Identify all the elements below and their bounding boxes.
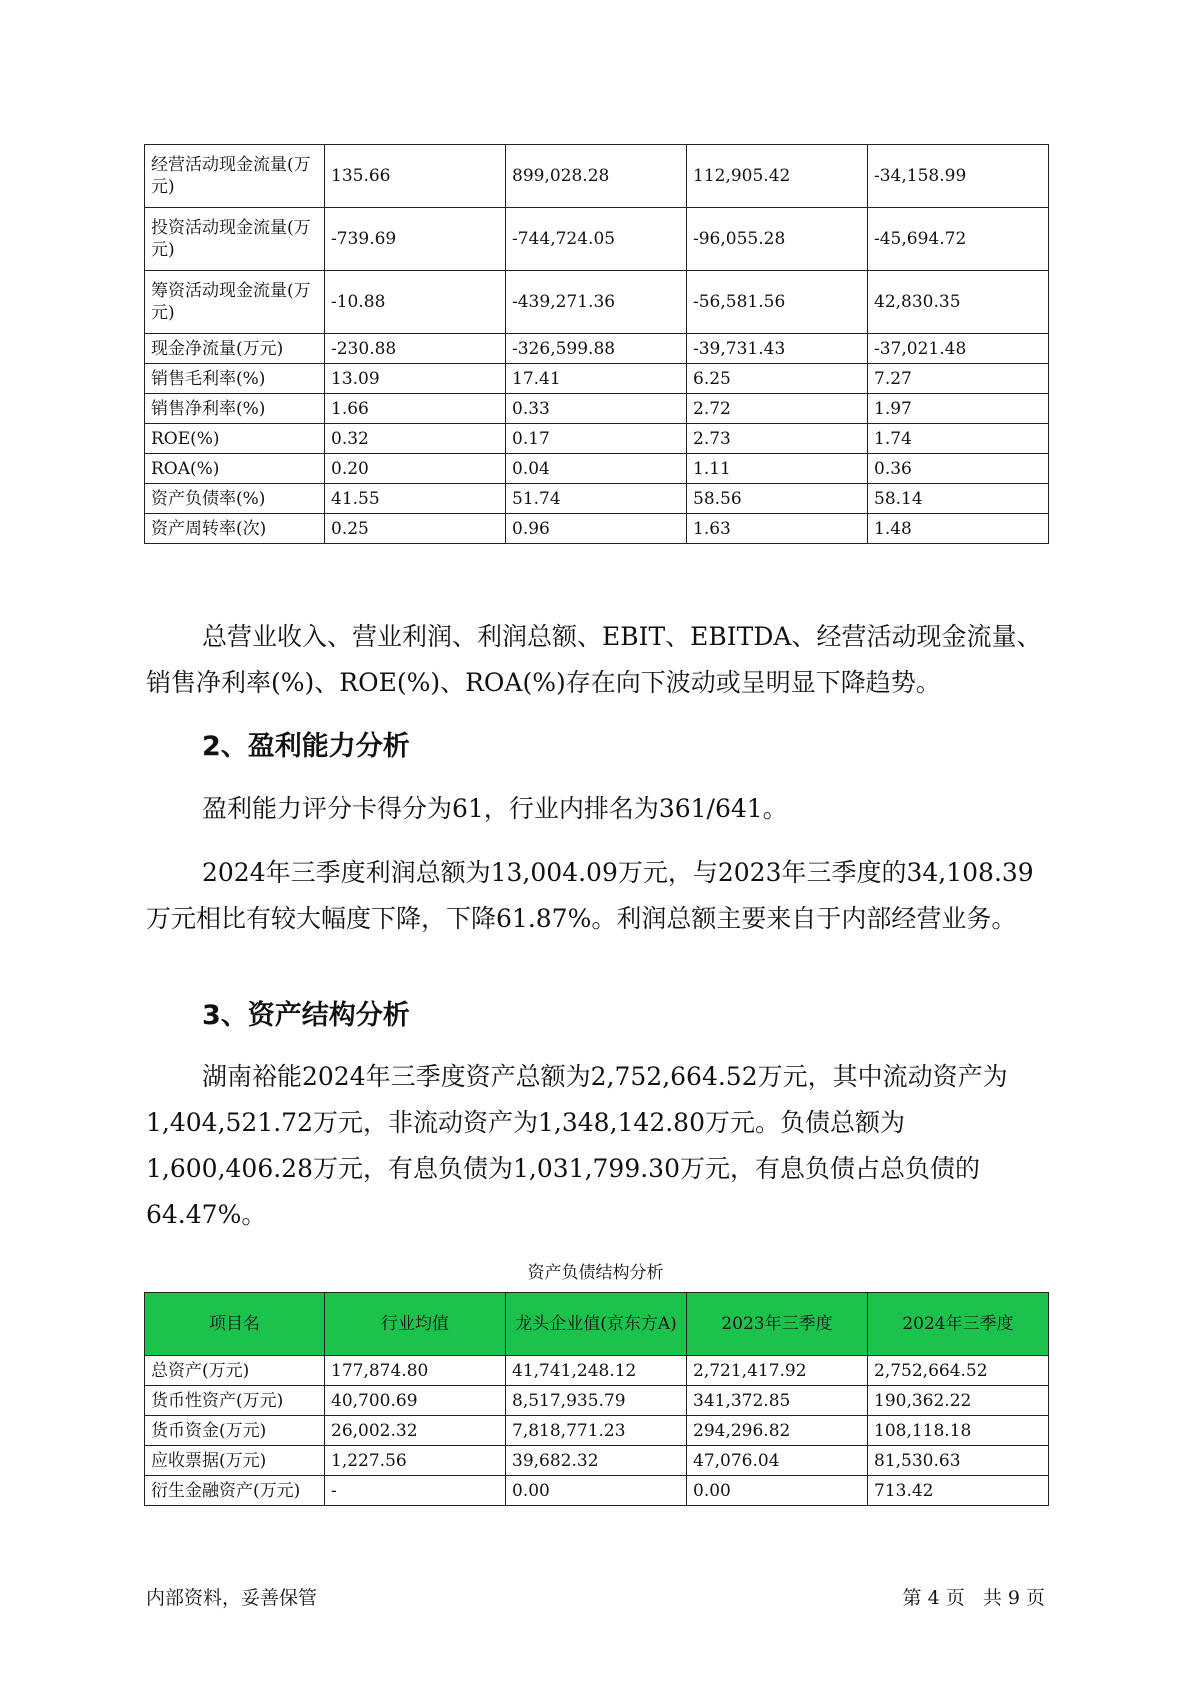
trend-paragraph: 总营业收入、营业利润、利润总额、EBIT、EBITDA、经营活动现金流量、销售净利率(%)、ROE(%)、ROA(%)存在向下波动或呈明显下降趋势。 [146,622,1042,697]
cell-value: 0.17 [506,424,687,454]
cell-value: 0.32 [325,424,506,454]
row-label: 投资活动现金流量(万元) [145,208,325,271]
cell-value: -96,055.28 [687,208,868,271]
footer-confidential-note: 内部资料，妥善保管 [146,1587,318,1609]
table-row [145,514,1049,544]
cell-value: 1.11 [687,454,868,484]
section-heading-profitability: 2、盈利能力分析 [202,731,410,762]
cell-value: 2.73 [687,424,868,454]
cell-value: 2,752,664.52 [868,1356,1049,1386]
column-header: 2024年三季度 [868,1293,1049,1356]
row-label: 销售净利率(%) [145,394,325,424]
cell-value: 1.97 [868,394,1049,424]
cell-value: 0.00 [506,1476,687,1506]
row-label: 货币性资产(万元) [145,1386,325,1416]
cell-value: 39,682.32 [506,1446,687,1476]
cell-value: 1.63 [687,514,868,544]
cell-value: 7.27 [868,364,1049,394]
cell-value: -45,694.72 [868,208,1049,271]
cell-value: -39,731.43 [687,334,868,364]
cell-value: 108,118.18 [868,1416,1049,1446]
table-row [145,145,1049,208]
row-label: 总资产(万元) [145,1356,325,1386]
row-label: 现金净流量(万元) [145,334,325,364]
cell-value: 1,227.56 [325,1446,506,1476]
cell-value: - [325,1476,506,1506]
table-row [145,364,1049,394]
cell-value: 341,372.85 [687,1386,868,1416]
row-label: 销售毛利率(%) [145,364,325,394]
table-row [145,454,1049,484]
cell-value: 58.14 [868,484,1049,514]
cell-value: -37,021.48 [868,334,1049,364]
cell-value: 294,296.82 [687,1416,868,1446]
cell-value: 2,721,417.92 [687,1356,868,1386]
cell-value: 42,830.35 [868,271,1049,334]
cell-value: 112,905.42 [687,145,868,208]
row-label: 资产负债率(%) [145,484,325,514]
table-row [145,334,1049,364]
cell-value: 51.74 [506,484,687,514]
cell-value: 40,700.69 [325,1386,506,1416]
cell-value: 190,362.22 [868,1386,1049,1416]
profit-total-paragraph: 2024年三季度利润总额为13,004.09万元，与2023年三季度的34,108.39万元相比有较大幅度下降，下降61.87%。利润总额主要来自于内部经营业务。 [146,858,1034,933]
column-header: 龙头企业值(京东方A) [506,1293,687,1356]
row-label: 经营活动现金流量(万元) [145,145,325,208]
cell-value: -34,158.99 [868,145,1049,208]
cell-value: 41.55 [325,484,506,514]
row-label: 资产周转率(次) [145,514,325,544]
cell-value: 0.20 [325,454,506,484]
table-row [145,1476,1049,1506]
cell-value: 1.48 [868,514,1049,544]
table-header-row [145,1293,1049,1356]
cell-value: 0.96 [506,514,687,544]
row-label: 货币资金(万元) [145,1416,325,1446]
cell-value: 7,818,771.23 [506,1416,687,1446]
cell-value: 899,028.28 [506,145,687,208]
table-caption: 资产负债结构分析 [527,1263,664,1283]
table-row [145,1386,1049,1416]
financial-indicators-table [144,144,1049,544]
row-label: 应收票据(万元) [145,1446,325,1476]
cell-value: 58.56 [687,484,868,514]
row-label: 衍生金融资产(万元) [145,1476,325,1506]
column-header: 行业均值 [325,1293,506,1356]
footer-page-number: 第 4 页 共 9 页 [902,1587,1045,1609]
cell-value: -739.69 [325,208,506,271]
section-heading-asset-structure: 3、资产结构分析 [202,1000,410,1031]
cell-value: 13.09 [325,364,506,394]
table-row [145,394,1049,424]
cell-value: -56,581.56 [687,271,868,334]
cell-value: 17.41 [506,364,687,394]
cell-value: 47,076.04 [687,1446,868,1476]
row-label: 筹资活动现金流量(万元) [145,271,325,334]
cell-value: 0.04 [506,454,687,484]
cell-value: 135.66 [325,145,506,208]
cell-value: 0.33 [506,394,687,424]
cell-value: -230.88 [325,334,506,364]
cell-value: -744,724.05 [506,208,687,271]
cell-value: 1.66 [325,394,506,424]
cell-value: 0.36 [868,454,1049,484]
asset-structure-paragraph: 湖南裕能2024年三季度资产总额为2,752,664.52万元，其中流动资产为1,404,521.72万元，非流动资产为1,348,142.80万元。负债总额为1,600,406.28万元，有息负债为1,031,799.30万元，有息负债占总负债的64.47%。 [146,1062,1008,1229]
cell-value: -10.88 [325,271,506,334]
table-row [145,271,1049,334]
cell-value: 0.00 [687,1476,868,1506]
balance-structure-table [144,1292,1049,1506]
cell-value: 41,741,248.12 [506,1356,687,1386]
cell-value: 81,530.63 [868,1446,1049,1476]
profitability-score-paragraph: 盈利能力评分卡得分为61，行业内排名为361/641。 [202,794,788,823]
table-row [145,424,1049,454]
cell-value: 1.74 [868,424,1049,454]
column-header: 项目名 [145,1293,325,1356]
cell-value: 177,874.80 [325,1356,506,1386]
cell-value: 26,002.32 [325,1416,506,1446]
cell-value: 2.72 [687,394,868,424]
cell-value: 713.42 [868,1476,1049,1506]
table-row [145,484,1049,514]
table-row [145,1446,1049,1476]
cell-value: 8,517,935.79 [506,1386,687,1416]
cell-value: 0.25 [325,514,506,544]
column-header: 2023年三季度 [687,1293,868,1356]
cell-value: -439,271.36 [506,271,687,334]
row-label: ROA(%) [145,454,325,484]
table-row [145,1416,1049,1446]
table-row [145,208,1049,271]
cell-value: 6.25 [687,364,868,394]
cell-value: -326,599.88 [506,334,687,364]
row-label: ROE(%) [145,424,325,454]
table-row [145,1356,1049,1386]
